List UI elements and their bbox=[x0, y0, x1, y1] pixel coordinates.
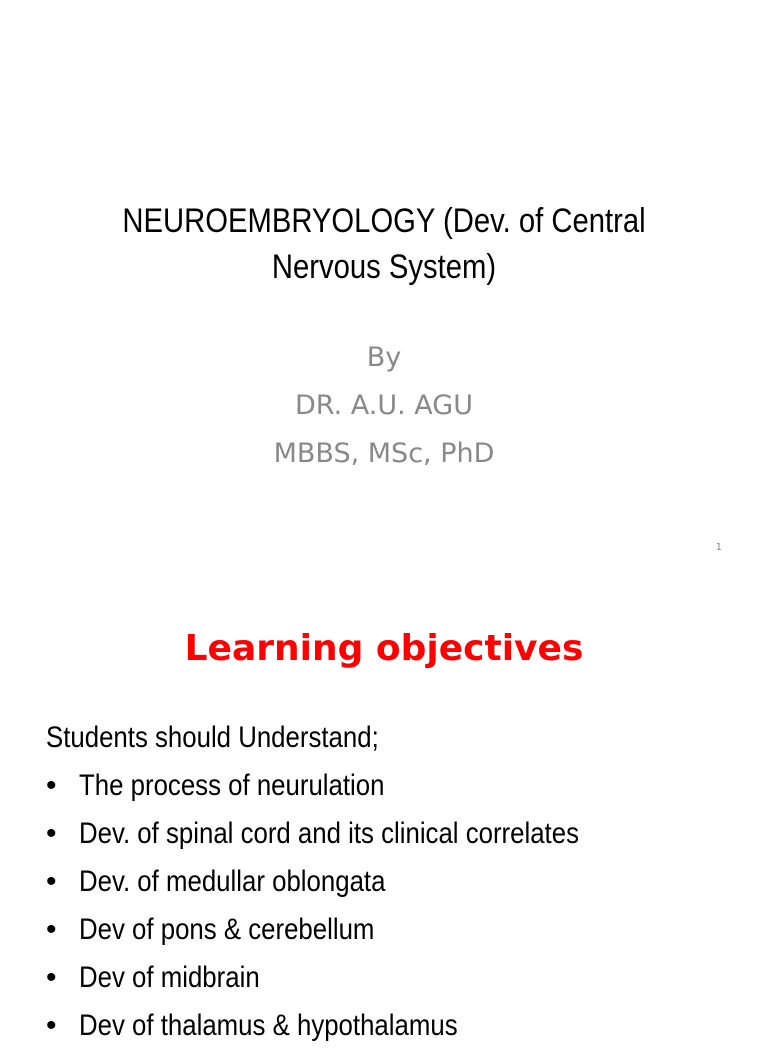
bullet-icon: • bbox=[46, 1009, 57, 1042]
objectives-body bbox=[46, 714, 746, 1050]
bullet-icon: • bbox=[46, 961, 57, 994]
objectives-intro: Students should Understand; bbox=[46, 721, 379, 754]
objective-item bbox=[46, 1002, 746, 1050]
title-line-1: NEUROEMBRYOLOGY (Dev. of Central bbox=[122, 202, 646, 240]
objectives-title: Learning objectives bbox=[184, 628, 584, 669]
by-label: By bbox=[366, 342, 402, 373]
objective-text: Dev. of spinal cord and its clinical correlates bbox=[79, 817, 579, 850]
author-name: DR. A.U. AGU bbox=[295, 390, 473, 421]
objectives-slide bbox=[0, 576, 768, 1042]
objective-item bbox=[46, 762, 746, 810]
objective-text: Dev of midbrain bbox=[79, 961, 260, 994]
objective-item bbox=[46, 810, 746, 858]
slide-title bbox=[88, 198, 680, 290]
bullet-icon: • bbox=[46, 769, 57, 802]
objective-item bbox=[46, 858, 746, 906]
page-number: 1 bbox=[715, 542, 722, 553]
title-line-2: Nervous System) bbox=[271, 248, 497, 286]
objective-text: Dev of pons & cerebellum bbox=[79, 913, 375, 946]
author-block bbox=[60, 334, 708, 478]
objective-text: Dev of thalamus & hypothalamus bbox=[79, 1009, 458, 1042]
objective-item bbox=[46, 954, 746, 1002]
bullet-icon: • bbox=[46, 865, 57, 898]
author-credentials: MBBS, MSc, PhD bbox=[273, 438, 495, 469]
objective-item bbox=[46, 906, 746, 954]
bullet-icon: • bbox=[46, 817, 57, 850]
bullet-icon: • bbox=[46, 913, 57, 946]
objective-text: Dev. of medullar oblongata bbox=[79, 865, 386, 898]
objective-text: The process of neurulation bbox=[79, 769, 385, 802]
